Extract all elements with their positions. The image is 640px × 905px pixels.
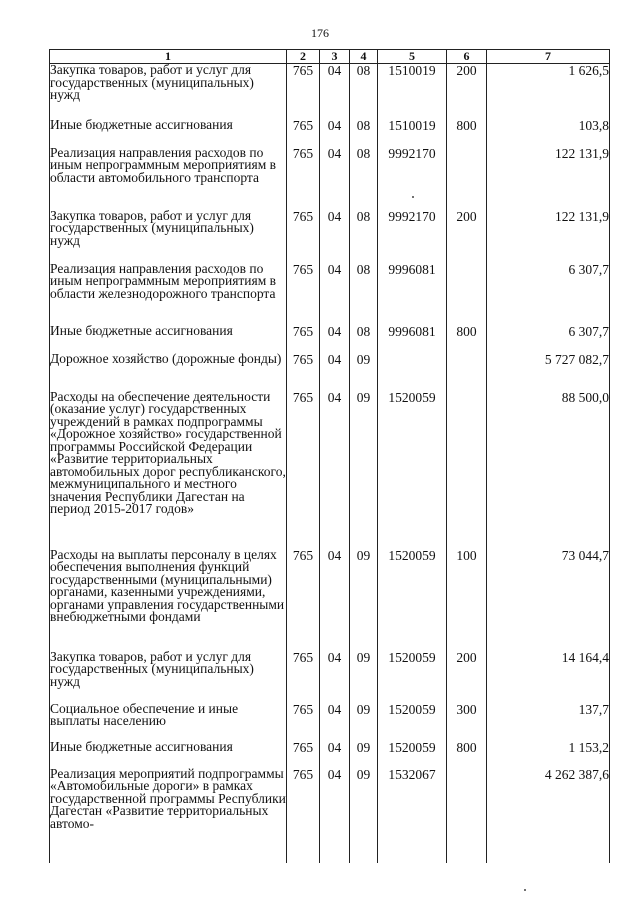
cell-col5 — [378, 353, 447, 391]
table-row — [50, 119, 610, 147]
column-header-3: 3 — [320, 50, 350, 64]
cell-col3: 04 — [320, 64, 350, 119]
cell-col6 — [447, 391, 487, 549]
cell-col6: 300 — [447, 703, 487, 741]
cell-col6: 100 — [447, 549, 487, 651]
cell-col4: 09 — [350, 549, 378, 651]
cell-col7: 73 044,7 — [487, 549, 610, 651]
cell-col5: 1520059 — [378, 391, 447, 549]
cell-col6 — [447, 147, 487, 210]
cell-col7: 1 626,5 — [487, 64, 610, 119]
page-number: 176 — [311, 26, 329, 40]
cell-col3: 04 — [320, 703, 350, 741]
column-header-1: 1 — [50, 50, 287, 64]
table-row — [50, 741, 610, 768]
row-name: Иные бюджетные ассигнования — [50, 325, 287, 353]
cell-col7: 137,7 — [487, 703, 610, 741]
cell-col5: 9996081 — [378, 325, 447, 353]
table-row — [50, 210, 610, 263]
cell-col4: 09 — [350, 651, 378, 703]
cell-col6: 200 — [447, 651, 487, 703]
cell-col4: 09 — [350, 768, 378, 863]
scan-speck — [524, 889, 526, 891]
cell-col2: 765 — [287, 651, 320, 703]
cell-col2: 765 — [287, 768, 320, 863]
scan-speck — [412, 196, 414, 198]
cell-col7: 6 307,7 — [487, 263, 610, 325]
cell-col5: 1520059 — [378, 651, 447, 703]
cell-col7: 103,8 — [487, 119, 610, 147]
cell-col6 — [447, 353, 487, 391]
cell-col5: 9992170 — [378, 210, 447, 263]
cell-col5: 1520059 — [378, 549, 447, 651]
cell-col4: 08 — [350, 325, 378, 353]
cell-col2: 765 — [287, 147, 320, 210]
cell-col7: 88 500,0 — [487, 391, 610, 549]
cell-col2: 765 — [287, 703, 320, 741]
cell-col6: 800 — [447, 741, 487, 768]
cell-col2: 765 — [287, 210, 320, 263]
cell-col2: 765 — [287, 549, 320, 651]
cell-col3: 04 — [320, 768, 350, 863]
cell-col4: 08 — [350, 263, 378, 325]
budget-table — [49, 49, 610, 863]
cell-col5: 9992170 — [378, 147, 447, 210]
cell-col6 — [447, 263, 487, 325]
cell-col3: 04 — [320, 549, 350, 651]
cell-col3: 04 — [320, 119, 350, 147]
row-name: Иные бюджетные ассигнования — [50, 119, 287, 147]
cell-col3: 04 — [320, 210, 350, 263]
cell-col3: 04 — [320, 353, 350, 391]
cell-col7: 122 131,9 — [487, 147, 610, 210]
cell-col6: 200 — [447, 210, 487, 263]
table-row — [50, 263, 610, 325]
table-row — [50, 703, 610, 741]
cell-col2: 765 — [287, 119, 320, 147]
cell-col6: 800 — [447, 325, 487, 353]
cell-col4: 09 — [350, 391, 378, 549]
cell-col7: 6 307,7 — [487, 325, 610, 353]
column-header-5: 5 — [378, 50, 447, 64]
cell-col3: 04 — [320, 741, 350, 768]
row-name: Расходы на выплаты персоналу в целях обеспечения выполнения функций государственными (муниципальными) органами, казенными учреждениями, органами управления государственными внебюджетными фондами — [50, 549, 287, 651]
table-row — [50, 549, 610, 651]
cell-col7: 1 153,2 — [487, 741, 610, 768]
cell-col3: 04 — [320, 325, 350, 353]
table-row — [50, 768, 610, 863]
cell-col4: 08 — [350, 119, 378, 147]
table-row — [50, 325, 610, 353]
cell-col5: 1510019 — [378, 119, 447, 147]
cell-col2: 765 — [287, 64, 320, 119]
cell-col7: 122 131,9 — [487, 210, 610, 263]
cell-col2: 765 — [287, 391, 320, 549]
cell-col5: 1510019 — [378, 64, 447, 119]
row-name: Закупка товаров, работ и услуг для государственных (муниципальных) нужд — [50, 651, 287, 703]
table-row — [50, 651, 610, 703]
cell-col4: 09 — [350, 741, 378, 768]
cell-col4: 08 — [350, 210, 378, 263]
cell-col2: 765 — [287, 741, 320, 768]
table-row — [50, 64, 610, 119]
cell-col3: 04 — [320, 263, 350, 325]
row-name: Социальное обеспечение и иные выплаты населению — [50, 703, 287, 741]
cell-col2: 765 — [287, 353, 320, 391]
cell-col3: 04 — [320, 391, 350, 549]
table-row — [50, 147, 610, 210]
cell-col6: 800 — [447, 119, 487, 147]
cell-col5: 1520059 — [378, 703, 447, 741]
row-name: Реализация направления расходов по иным непрограммным мероприятиям в области железнодорожного транспорта — [50, 263, 287, 325]
cell-col3: 04 — [320, 651, 350, 703]
table-row — [50, 391, 610, 549]
column-header-4: 4 — [350, 50, 378, 64]
row-name: Закупка товаров, работ и услуг для государственных (муниципальных) нужд — [50, 210, 287, 263]
table-row — [50, 353, 610, 391]
row-name: Реализация направления расходов по иным непрограммным мероприятиям в области автомобильного транспорта — [50, 147, 287, 210]
cell-col2: 765 — [287, 263, 320, 325]
cell-col5: 1520059 — [378, 741, 447, 768]
row-name: Закупка товаров, работ и услуг для государственных (муниципальных) нужд — [50, 64, 287, 119]
cell-col4: 08 — [350, 147, 378, 210]
cell-col7: 4 262 387,6 — [487, 768, 610, 863]
cell-col5: 1532067 — [378, 768, 447, 863]
column-header-6: 6 — [447, 50, 487, 64]
row-name: Расходы на обеспечение деятельности (оказание услуг) государственных учреждений в рамках подпрограммы «Дорожное хозяйство» государственной программы Российской Федерации «Развитие территориальных автомобильных дорог республиканского, межмуниципального и местного значения Республики Дагестан на период 2015-2017 годов» — [50, 391, 287, 549]
cell-col4: 09 — [350, 353, 378, 391]
cell-col4: 09 — [350, 703, 378, 741]
cell-col2: 765 — [287, 325, 320, 353]
cell-col7: 5 727 082,7 — [487, 353, 610, 391]
cell-col7: 14 164,4 — [487, 651, 610, 703]
cell-col6 — [447, 768, 487, 863]
cell-col4: 08 — [350, 64, 378, 119]
column-header-2: 2 — [287, 50, 320, 64]
column-header-7: 7 — [487, 50, 610, 64]
cell-col5: 9996081 — [378, 263, 447, 325]
row-name: Иные бюджетные ассигнования — [50, 741, 287, 768]
row-name: Реализация мероприятий подпрограммы «Автомобильные дороги» в рамках государственной программы Республики Дагестан «Развитие территориальных автомо- — [50, 768, 287, 863]
cell-col3: 04 — [320, 147, 350, 210]
cell-col6: 200 — [447, 64, 487, 119]
row-name: Дорожное хозяйство (дорожные фонды) — [50, 353, 287, 391]
